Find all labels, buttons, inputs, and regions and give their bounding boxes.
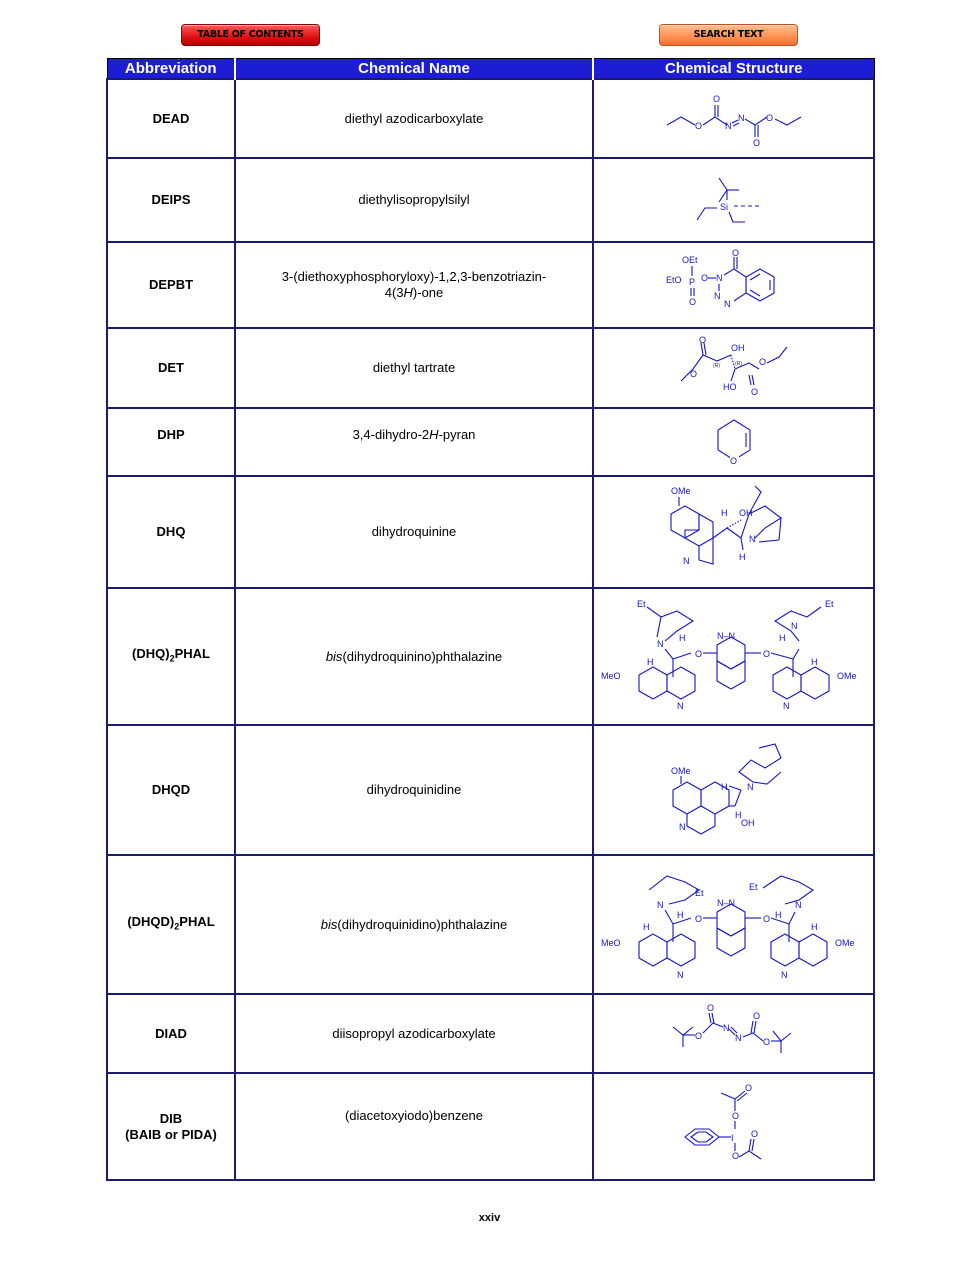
svg-text:P: P: [688, 277, 695, 287]
svg-text:I: I: [730, 1132, 734, 1143]
svg-text:O: O: [752, 1010, 760, 1021]
svg-text:N: N: [734, 1032, 741, 1043]
svg-text:O: O: [729, 456, 737, 466]
structure-cell: [593, 994, 874, 1073]
abbreviation-part-a: (DHQ): [132, 646, 170, 662]
svg-text:N: N: [656, 638, 663, 649]
svg-text:O: O: [689, 369, 697, 379]
table-row: [107, 855, 874, 994]
svg-text:O: O: [765, 112, 773, 123]
svg-text:N: N: [682, 556, 689, 566]
chemical-name-cell: diisopropyl azodicarboxylate: [235, 994, 593, 1073]
svg-text:HO: HO: [722, 382, 736, 392]
table-row: [107, 1073, 874, 1180]
table-header-row: [107, 59, 874, 80]
svg-text:N: N: [737, 112, 744, 123]
svg-text:OH: OH: [730, 343, 744, 353]
svg-text:N: N: [724, 120, 731, 131]
svg-text:OH: OH: [740, 818, 754, 828]
abbreviation-cell: DHP: [107, 408, 235, 476]
structure-cell: [593, 725, 874, 855]
svg-text:H: H: [810, 921, 817, 932]
chemical-name-line-2a: 4(3: [384, 285, 404, 300]
table-row: [107, 408, 874, 476]
header-abbreviation: Abbreviation: [107, 59, 235, 80]
diad-structure-drawing: [669, 1001, 799, 1067]
dib-structure-drawing: [679, 1079, 789, 1175]
abbreviation-cell: DHQ: [107, 476, 235, 588]
svg-text:H: H: [678, 632, 685, 643]
svg-text:N: N: [746, 782, 753, 792]
structure-cell: [593, 158, 874, 242]
dhp-structure-drawing: [704, 412, 764, 472]
chemical-name-italic: bis: [325, 648, 343, 664]
svg-text:OMe: OMe: [834, 937, 855, 948]
page-number: xxiv: [478, 1212, 501, 1224]
table-row: [107, 994, 874, 1073]
svg-text:O: O: [700, 273, 708, 283]
chemical-name-cell: [235, 242, 593, 328]
abbreviation-cell: DHQD: [107, 725, 235, 855]
svg-text:O: O: [694, 1030, 702, 1041]
table-row: [107, 158, 874, 242]
structure-cell: [593, 242, 874, 328]
chemical-name-cell: (diacetoxyiodo)benzene: [235, 1073, 593, 1180]
svg-text:H: H: [810, 656, 817, 667]
svg-text:O: O: [762, 1036, 770, 1047]
abbreviation-cell: DEAD: [107, 79, 235, 158]
svg-text:OMe: OMe: [836, 670, 857, 681]
dhq-structure-drawing: [669, 484, 799, 580]
chemical-name-cell: diethyl azodicarboxylate: [235, 79, 593, 158]
svg-text:OMe: OMe: [670, 486, 691, 496]
svg-text:N: N: [678, 822, 685, 832]
svg-text:N: N: [722, 1022, 729, 1033]
abbreviation-cell: DEIPS: [107, 158, 235, 242]
chemical-name-part-a: 3,4-dihydro-2: [352, 427, 430, 442]
svg-text:H: H: [774, 909, 781, 920]
structure-cell: [593, 588, 874, 725]
svg-text:O: O: [712, 93, 720, 104]
svg-text:N–N: N–N: [716, 630, 735, 641]
chemical-name-cell: dihydroquinine: [235, 476, 593, 588]
svg-text:EtO: EtO: [665, 275, 682, 285]
svg-text:H: H: [734, 810, 741, 820]
table-row: [107, 328, 874, 408]
svg-text:H: H: [738, 552, 745, 562]
abbreviation-subscript: 2: [169, 653, 175, 664]
svg-text:O: O: [694, 120, 702, 131]
structure-cell: [593, 476, 874, 588]
abbreviation-cell: DIAD: [107, 994, 235, 1073]
svg-text:N: N: [790, 620, 797, 631]
svg-text:O: O: [762, 648, 770, 659]
svg-text:O: O: [744, 1082, 752, 1093]
svg-text:H: H: [720, 508, 727, 518]
svg-text:O: O: [752, 137, 760, 148]
structure-cell: [593, 328, 874, 408]
deips-structure-drawing: [679, 168, 789, 232]
abbreviation-part-b: PHAL: [179, 914, 215, 930]
chemical-name-part-b: (dihydroquinino)phthalazine: [342, 648, 503, 664]
svg-text:H: H: [642, 921, 649, 932]
det-structure-drawing: [659, 335, 809, 401]
abbreviation-cell: [107, 1073, 235, 1180]
svg-text:N: N: [715, 273, 722, 283]
svg-text:Et: Et: [748, 881, 758, 892]
abbreviation-cell: [107, 588, 235, 725]
svg-text:O: O: [698, 335, 706, 345]
table-row: [107, 725, 874, 855]
chemical-name-italic: H: [403, 285, 413, 300]
structure-cell: [593, 1073, 874, 1180]
svg-text:O: O: [750, 387, 758, 397]
svg-text:N: N: [656, 899, 663, 910]
chemical-name-cell: [235, 855, 593, 994]
table-row: [107, 242, 874, 328]
svg-text:Et: Et: [636, 598, 646, 609]
dhqd-structure-drawing: [669, 734, 799, 846]
svg-text:O: O: [731, 249, 739, 258]
chemical-name-line-1: 3-(diethoxyphosphoryloxy)-1,2,3-benzotriazin-: [281, 269, 547, 284]
svg-text:Et: Et: [824, 598, 834, 609]
svg-text:Et: Et: [694, 887, 704, 898]
chemical-name-italic: H: [429, 427, 439, 442]
svg-text:N: N: [748, 534, 755, 544]
chemical-name-cell: [235, 588, 593, 725]
abbreviation-part-b: PHAL: [174, 646, 210, 662]
svg-text:N: N: [794, 899, 801, 910]
search-text-button[interactable]: SEARCH TEXT: [659, 24, 798, 46]
svg-text:H: H: [720, 782, 727, 792]
svg-text:(R): (R): [712, 363, 720, 369]
depbt-structure-drawing: [664, 249, 804, 321]
svg-text:H: H: [646, 656, 653, 667]
abbreviation-line-2: (BAIB or PIDA): [125, 1126, 217, 1142]
chemical-name-line-2b: )-one: [412, 285, 444, 300]
table-of-contents-button[interactable]: TABLE OF CONTENTS: [181, 24, 320, 46]
svg-text:MeO: MeO: [600, 937, 621, 948]
abbreviation-part-a: (DHQD): [127, 914, 175, 930]
svg-text:H: H: [778, 632, 785, 643]
svg-text:N: N: [723, 299, 730, 309]
table-row: [107, 476, 874, 588]
svg-text:O: O: [694, 648, 702, 659]
chemical-name-part-b: -pyran: [438, 427, 476, 442]
chemical-name-part-b: (dihydroquinidino)phthalazine: [337, 916, 508, 932]
dhq2phal-structure-drawing: [599, 593, 869, 721]
dhqd2phal-structure-drawing: [599, 860, 869, 990]
svg-text:O: O: [762, 913, 770, 924]
table-row: [107, 588, 874, 725]
svg-text:O: O: [706, 1002, 714, 1013]
abbreviation-cell: [107, 855, 235, 994]
abbreviation-line-1: DIB: [159, 1110, 183, 1126]
svg-text:OEt: OEt: [681, 255, 698, 265]
svg-text:O: O: [688, 297, 696, 307]
abbreviations-table: [106, 58, 875, 1181]
chemical-name-cell: diethylisopropylsilyl: [235, 158, 593, 242]
svg-text:N: N: [713, 291, 720, 301]
svg-text:(R): (R): [734, 361, 742, 367]
structure-cell: [593, 855, 874, 994]
svg-text:N: N: [676, 700, 683, 711]
header-chemical-structure: Chemical Structure: [593, 59, 874, 80]
svg-text:O: O: [694, 913, 702, 924]
chemical-name-italic: bis: [320, 916, 338, 932]
chemical-name-cell: dihydroquinidine: [235, 725, 593, 855]
svg-text:N: N: [782, 700, 789, 711]
abbreviation-cell: DET: [107, 328, 235, 408]
svg-text:OMe: OMe: [670, 766, 691, 776]
abbreviation-subscript: 2: [174, 921, 180, 932]
svg-text:Si: Si: [719, 202, 728, 212]
abbreviation-cell: DEPBT: [107, 242, 235, 328]
svg-text:OH: OH: [738, 508, 752, 518]
structure-cell: [593, 408, 874, 476]
dead-structure-drawing: [659, 89, 809, 149]
svg-text:O: O: [731, 1110, 739, 1121]
structure-cell: [593, 79, 874, 158]
svg-text:O: O: [731, 1150, 739, 1161]
svg-text:N: N: [676, 969, 683, 980]
svg-text:H: H: [676, 909, 683, 920]
svg-text:MeO: MeO: [600, 670, 621, 681]
header-chemical-name: Chemical Name: [235, 59, 593, 80]
svg-text:O: O: [750, 1128, 758, 1139]
svg-text:O: O: [758, 357, 766, 367]
chemical-name-cell: [235, 408, 593, 476]
svg-text:N–N: N–N: [716, 897, 735, 908]
svg-text:N: N: [780, 969, 787, 980]
table-row: [107, 79, 874, 158]
chemical-name-cell: diethyl tartrate: [235, 328, 593, 408]
